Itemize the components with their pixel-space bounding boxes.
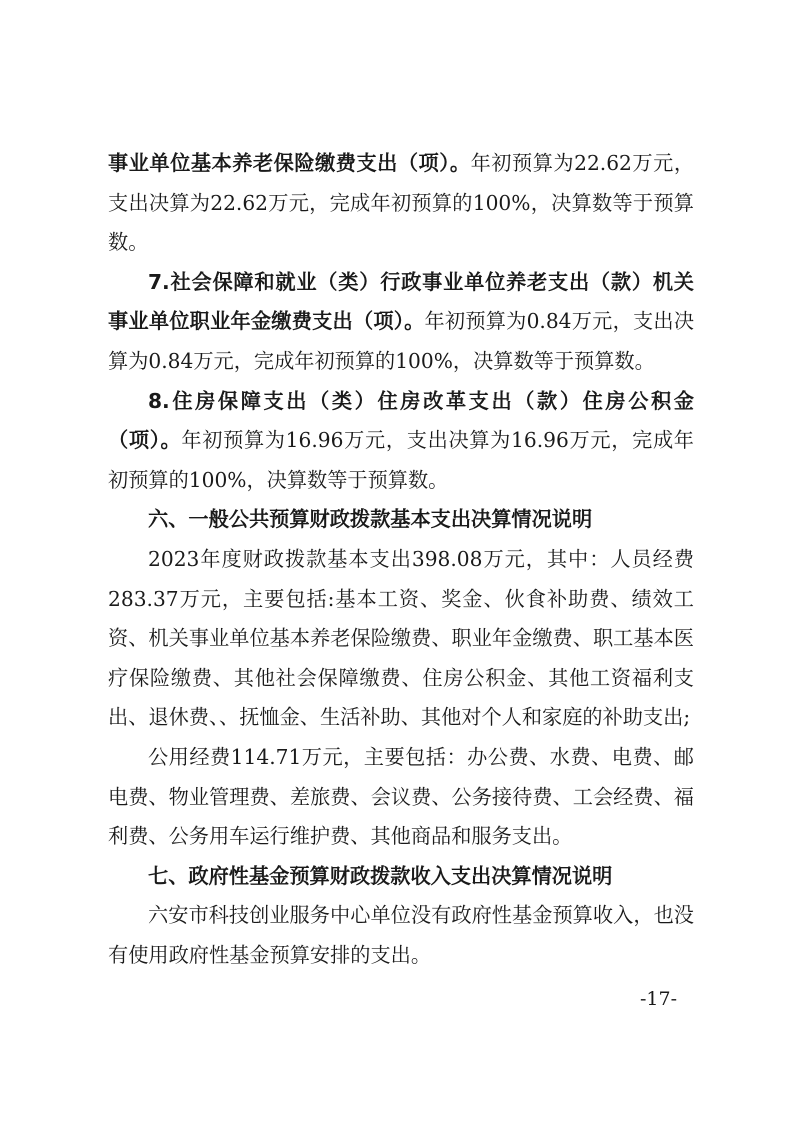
item-text: 年初预算为16.96万元，支出决算为16.96万元，完成年初预算的100%，决算数等于预算数。 — [108, 428, 694, 492]
paragraph-item-8 — [108, 382, 694, 501]
paragraph-item-6-continued — [108, 144, 694, 263]
item-text: 年初预算为22.62万元，支出决算为22.62万元，完成年初预算的100%，决算数等于预算数。 — [108, 151, 695, 255]
section-6-paragraph-1: 2023年度财政拨款基本支出398.08万元，其中：人员经费283.37万元，主要包括:基本工资、奖金、伙食补助费、绩效工资、机关事业单位基本养老保险缴费、职业年金缴费、职工基本医疗保险缴费、其他社会保障缴费、住房公积金、其他工资福利支出、退休费、、抚恤金、生活补助、其他对个人和家庭的补助支出; — [108, 546, 694, 730]
item-title: 8.住房保障支出（类）住房改革支出（款）住房公积金（项）。 — [108, 388, 694, 453]
page-number: -17- — [640, 988, 678, 1010]
item-title: 事业单位基本养老保险缴费支出（项）。 — [108, 151, 471, 175]
section-6-paragraph-2: 公用经费114.71万元，主要包括：办公费、水费、电费、邮电费、物业管理费、差旅费、会议费、公务接待费、工会经费、福利费、公务用车运行维护费、其他商品和服务支出。 — [108, 744, 694, 849]
paragraph-item-7 — [108, 263, 694, 382]
section-6-heading: 六、一般公共预算财政拨款基本支出决算情况说明 — [148, 507, 593, 532]
body-text — [108, 144, 694, 975]
section-7-paragraph-1: 六安市科技创业服务中心单位没有政府性基金预算收入，也没有使用政府性基金预算安排的支出。 — [108, 903, 694, 967]
section-7-heading: 七、政府性基金预算财政拨款收入支出决算情况说明 — [148, 863, 613, 888]
item-title: 7.社会保障和就业（类）行政事业单位养老支出（款）机关事业单位职业年金缴费支出（项）。 — [108, 269, 694, 334]
item-text: 年初预算为0.84万元，支出决算为0.84万元，完成年初预算的100%，决算数等于预算数。 — [108, 309, 695, 373]
